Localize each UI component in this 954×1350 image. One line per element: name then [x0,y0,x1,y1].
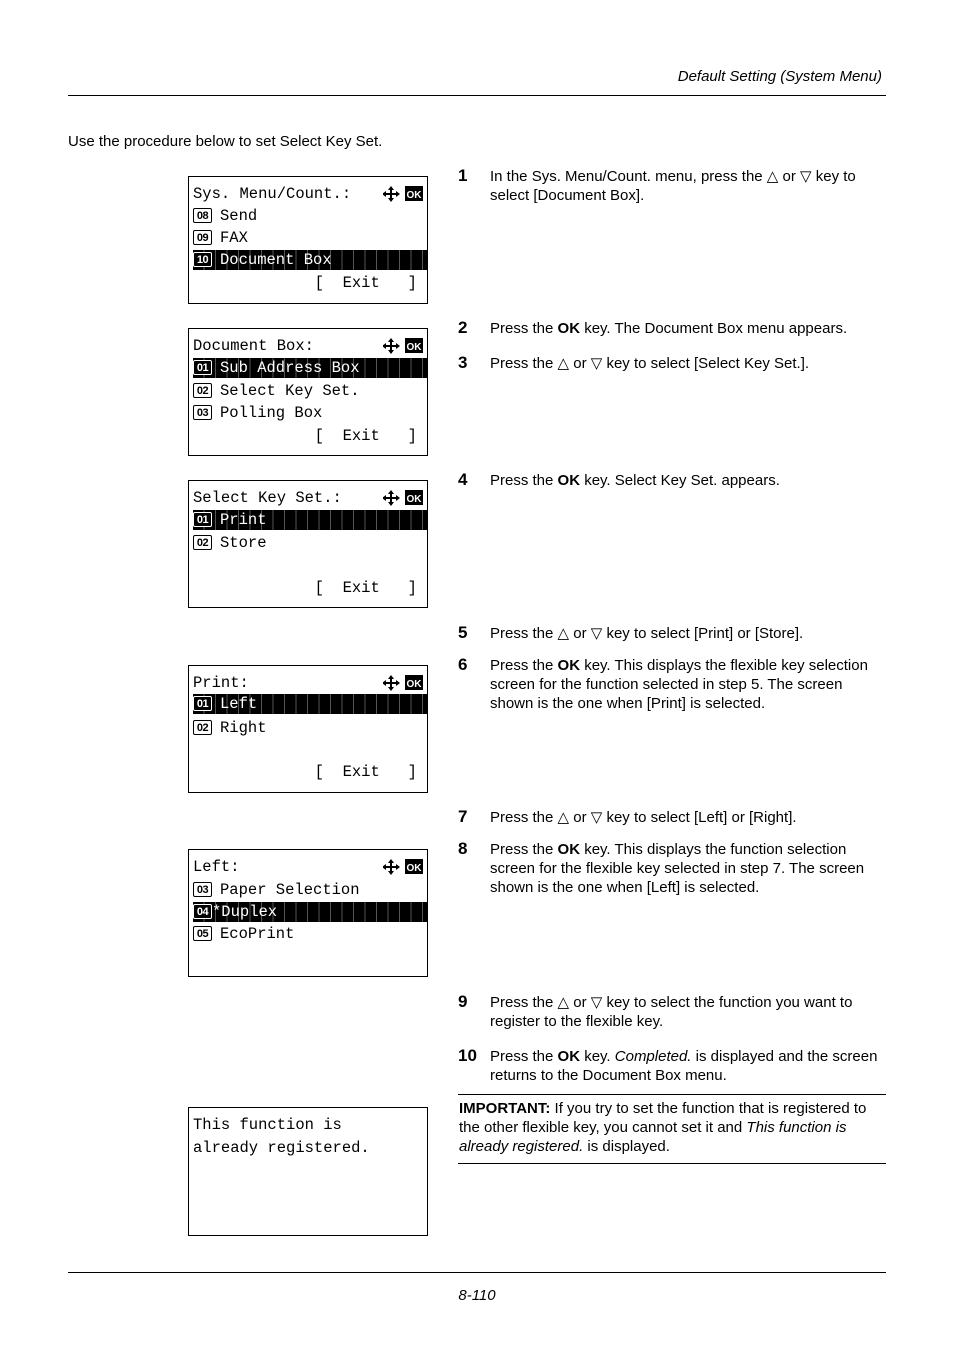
lcd-item-selected: 01 Left [193,694,427,714]
footer-rule [68,1272,886,1273]
lcd-item: 02 Select Key Set. [193,381,427,401]
lcd-item: 02 Right [193,718,427,738]
lcd-title: Sys. Menu/Count.: [193,185,352,203]
step-text: Press the △ or ▽ key to select [Select Key Set.]. [490,355,810,372]
header-rule [68,95,886,96]
step-text: Press the OK key. This displays the flexible key selection screen for the function selected in step 5. The screen shown is the one when [Print] is selected. [490,657,868,712]
step-text: Press the OK key. Completed. is displayed and the screen returns to the Document Box menu. [490,1048,878,1084]
intro-text: Use the procedure below to set Select Key Set. [68,133,383,150]
lcd-screen-sys-menu [188,176,428,304]
svg-text:OK: OK [406,679,422,690]
svg-text:OK: OK [406,190,422,201]
nav-ok-icon [383,489,425,507]
lcd-item-selected: 04 *Duplex [193,902,427,922]
lcd-title: Print: [193,674,249,692]
lcd-exit-softkey: [ Exit ] [314,274,417,292]
step-text: Press the △ or ▽ key to select [Left] or [Right]. [490,809,797,826]
lcd-title: Select Key Set.: [193,489,342,507]
lcd-screen-document-box [188,328,428,456]
lcd-item-selected: 10 Document Box [193,250,427,270]
lcd-screen-select-key-set [188,480,428,608]
step-text: Press the OK key. The Document Box menu appears. [490,320,848,337]
page-number: 8-110 [458,1287,496,1304]
step-text: Press the △ or ▽ key to select the function you want to register to the flexible key. [490,994,853,1030]
step-number: 4 [458,470,468,489]
lcd-item-selected: 01 Print [193,510,427,530]
step-number: 8 [458,839,468,858]
nav-ok-icon [383,185,425,203]
step-text: Press the △ or ▽ key to select [Print] or [Store]. [490,625,804,642]
page-header-title: Default Setting (System Menu) [677,68,882,85]
lcd-exit-softkey: [ Exit ] [314,427,417,445]
lcd-item: 02 Store [193,533,427,553]
step-number: 3 [458,353,468,372]
step-text: Press the OK key. Select Key Set. appears. [490,472,780,489]
lcd-message-line: This function is [193,1116,342,1134]
nav-ok-icon [383,674,425,692]
lcd-item-selected: 01 Sub Address Box [193,358,427,378]
step-number: 9 [458,992,468,1011]
step-text: In the Sys. Menu/Count. menu, press the △ or ▽ key to select [Document Box]. [490,168,856,204]
lcd-exit-softkey: [ Exit ] [314,579,417,597]
lcd-screen-print [188,665,428,793]
nav-ok-icon [383,337,425,355]
lcd-item: 05 EcoPrint [193,924,427,944]
svg-text:OK: OK [406,863,422,874]
lcd-item: 03 Paper Selection [193,880,427,900]
lcd-title: Left: [193,858,240,876]
lcd-item: 08 Send [193,206,427,226]
svg-text:OK: OK [406,494,422,505]
svg-text:OK: OK [406,342,422,353]
step-text: Press the OK key. This displays the function selection screen for the flexible key selected in step 7. The screen shown is the one when [Left] is selected. [490,841,865,896]
important-note: IMPORTANT: If you try to set the function that is registered to the other flexible key, you cannot set it and This function is already registered. is displayed. [459,1100,867,1155]
lcd-exit-softkey: [ Exit ] [314,763,417,781]
lcd-screen-left [188,849,428,977]
lcd-item: 03 Polling Box [193,403,427,423]
step-number: 7 [458,807,468,826]
lcd-message-line: already registered. [193,1139,370,1157]
step-number: 6 [458,655,468,674]
nav-ok-icon [383,858,425,876]
lcd-screen-message [188,1107,428,1236]
step-number: 2 [458,318,468,337]
step-number: 10 [458,1046,477,1065]
step-number: 5 [458,623,468,642]
step-number: 1 [458,166,468,185]
lcd-item: 09 FAX [193,228,427,248]
lcd-title: Document Box: [193,337,314,355]
